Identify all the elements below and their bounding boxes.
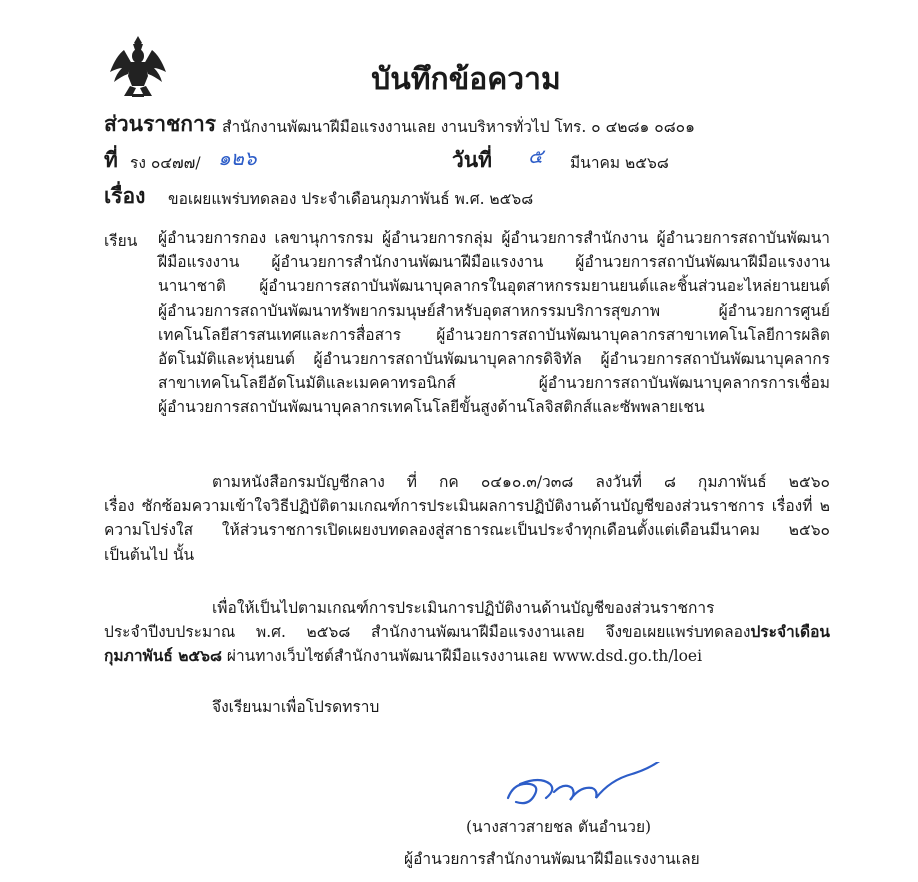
- addressee-line: ผู้อำนวยการกอง เลขานุการกรม ผู้อำนวยการกลุ่ม ผู้อำนวยการสำนักงาน ผู้อำนวยการสถาบันพัฒนา: [158, 229, 830, 247]
- body-paragraph-2: [104, 596, 830, 669]
- paragraph-line: ความโปร่งใส ให้ส่วนราชการเปิดเผยงบทดลองสู่สาธารณะเป็นประจำทุกเดือนตั้งแต่เดือนมีนาคม ๒๕๖๐: [104, 521, 830, 540]
- paragraph-line: เป็นต้นไป นั้น: [104, 545, 195, 564]
- subject-value: ขอเผยแพร่บทดลอง ประจำเดือนกุมภาพันธ์ พ.ศ. ๒๕๖๘: [168, 190, 534, 208]
- paragraph-bold-text: กุมภาพันธ์ ๒๕๖๘: [104, 646, 222, 666]
- ref-value: รง ๐๔๗๗/: [130, 154, 201, 172]
- addressee-line: ฝีมือแรงงาน ผู้อำนวยการสำนักงานพัฒนาฝีมือแรงงาน ผู้อำนวยการสถาบันพัฒนาฝีมือแรงงาน: [158, 253, 830, 272]
- addressee-label: เรียน: [104, 232, 138, 250]
- paragraph-line: [104, 644, 830, 668]
- paragraph-line: เรื่อง ซักซ้อมความเข้าใจวิธีปฏิบัติตามเกณฑ์การประเมินผลการปฏิบัติงานด้านบัญชีของส่วนราชการ เรื่องที่ ๒: [104, 497, 830, 516]
- paragraph-line: เพื่อให้เป็นไปตามเกณฑ์การประเมินการปฏิบัติงานด้านบัญชีของส่วนราชการ: [212, 599, 715, 617]
- handwritten-signature: [502, 762, 692, 814]
- paragraph-line: [104, 620, 830, 644]
- paragraph-text: ประจำปีงบประมาณ พ.ศ. ๒๕๖๘ สำนักงานพัฒนาฝีมือแรงงานเลย จึงขอเผยแพร่บทดลอง: [104, 623, 751, 642]
- closing-line: จึงเรียนมาเพื่อโปรดทราบ: [212, 698, 380, 716]
- addressee-line: เทคโนโลยีสารสนเทศและการสื่อสาร ผู้อำนวยการสถาบันพัฒนาบุคลากรสาขาเทคโนโลยีการผลิต: [158, 325, 830, 344]
- signer-position: ผู้อำนวยการสำนักงานพัฒนาฝีมือแรงงานเลย: [404, 850, 700, 868]
- addressee-line: นานาชาติ ผู้อำนวยการสถาบันพัฒนาบุคลากรในอุตสาหกรรมยานยนต์และชิ้นส่วนอะไหล่ยานยนต์: [158, 277, 830, 296]
- paragraph-text: ผ่านทางเว็บไซต์สำนักงานพัฒนาฝีมือแรงงานเลย www.dsd.go.th/loei: [221, 647, 703, 666]
- date-day-handwritten: ๕: [528, 144, 544, 168]
- addressee-line: ผู้อำนวยการสถาบันพัฒนาทรัพยากรมนุษย์สำหรับอุตสาหกรรมบริการสุขภาพ ผู้อำนวยการศูนย์: [158, 301, 830, 320]
- agency-value: สำนักงานพัฒนาฝีมือแรงงานเลย งานบริหารทั่วไป โทร. ๐ ๔๒๘๑ ๐๘๐๑: [222, 118, 695, 136]
- paragraph-bold-text: ประจำเดือน: [750, 622, 830, 642]
- date-label: วันที่: [452, 147, 492, 172]
- ref-handwritten: ๑๒๖: [218, 146, 257, 170]
- paragraph-line: ตามหนังสือกรมบัญชีกลาง ที่ กค ๐๔๑๐.๓/ว๓๘ ลงวันที่ ๘ กุมภาพันธ์ ๒๕๖๐: [212, 473, 830, 491]
- addressee-list: [158, 226, 830, 420]
- addressee-line: ผู้อำนวยการสถาบันพัฒนาบุคลากรเทคโนโลยีขั้นสูงด้านโลจิสติกส์และซัพพลายเชน: [158, 398, 705, 417]
- signer-name: (นางสาวสายชล ตันอำนวย): [466, 818, 652, 836]
- date-value: มีนาคม ๒๕๖๘: [570, 154, 669, 172]
- memo-title: บันทึกข้อความ: [371, 62, 561, 97]
- subject-label: เรื่อง: [104, 183, 146, 208]
- ref-label: ที่: [104, 147, 118, 172]
- agency-label: ส่วนราชการ: [104, 111, 217, 136]
- addressee-line: อัตโนมัติและหุ่นยนต์ ผู้อำนวยการสถาบันพัฒนาบุคลากรดิจิทัล ผู้อำนวยการสถาบันพัฒนาบุคลากร: [158, 350, 830, 369]
- addressee-line: สาขาเทคโนโลยีอัตโนมัติและเมคคาทรอนิกส์ ผู้อำนวยการสถาบันพัฒนาบุคลากรการเชื่อม: [158, 374, 830, 393]
- body-paragraph-1: [104, 470, 830, 567]
